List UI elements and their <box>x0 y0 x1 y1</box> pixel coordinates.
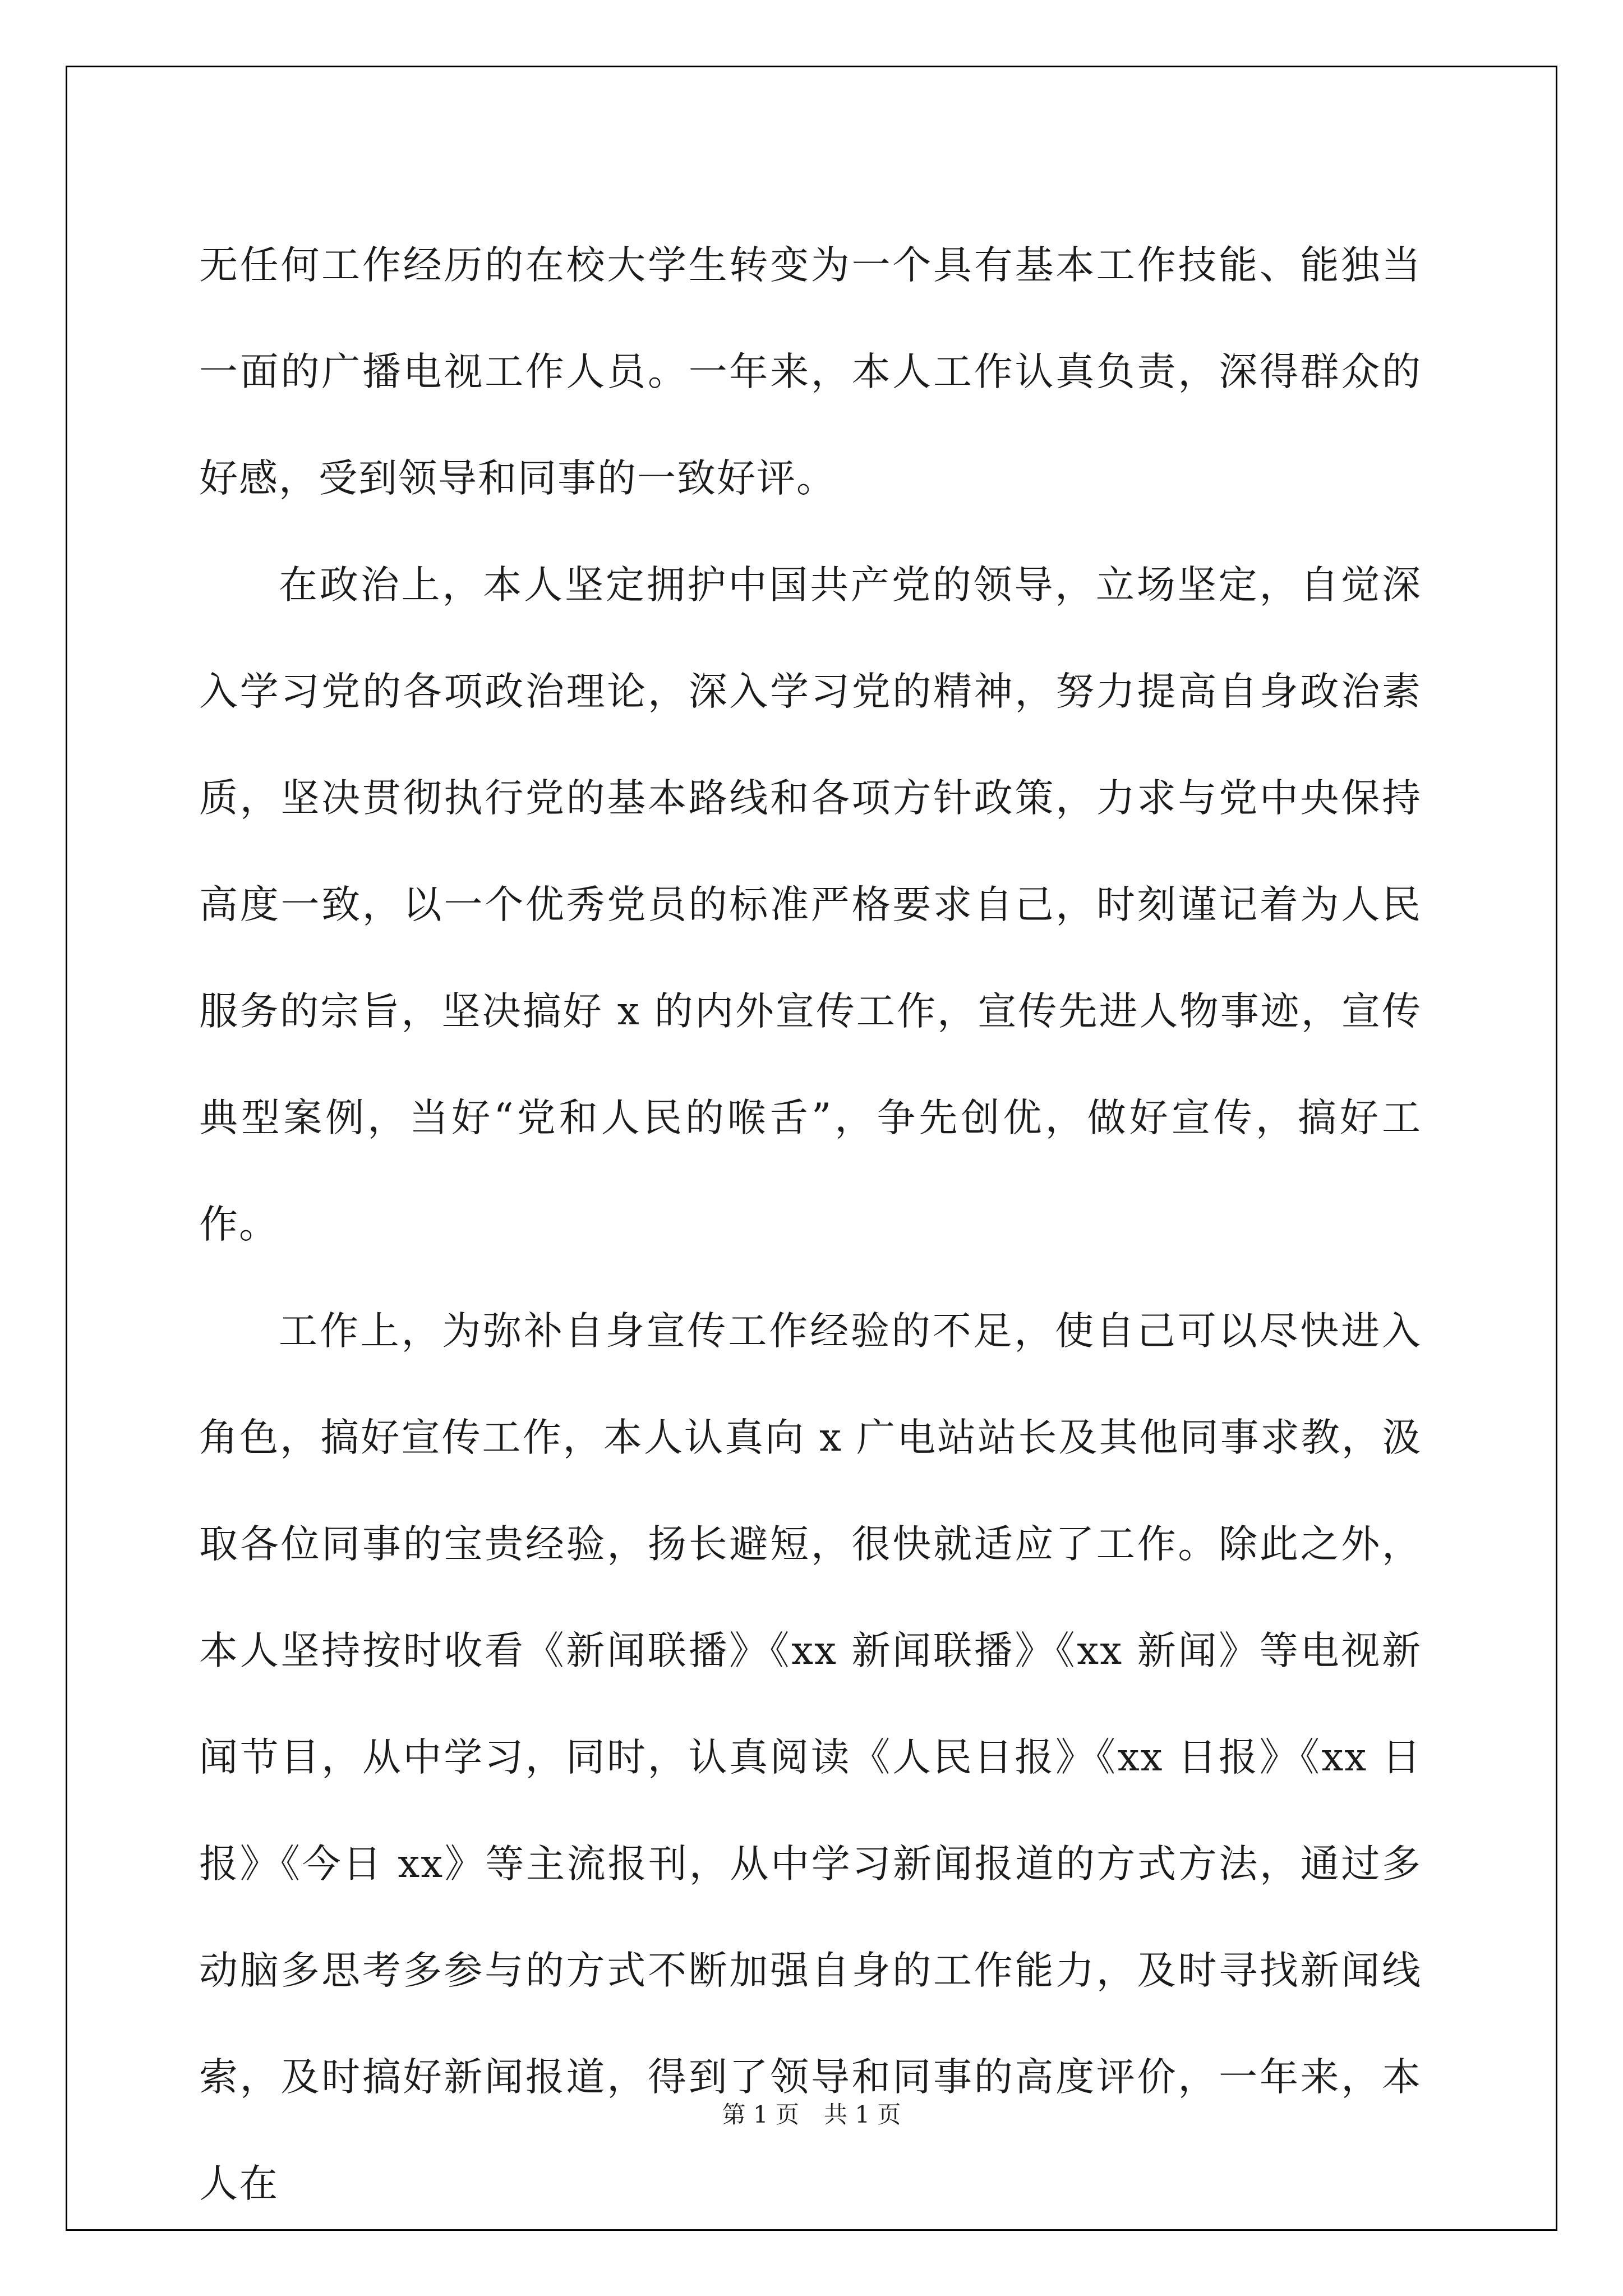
paragraph-2: 在政治上，本人坚定拥护中国共产党的领导，立场坚定，自觉深入学习党的各项政治理论，深入学习党的精神，努力提高自身政治素质，坚决贯彻执行党的基本路线和各项方针政策，力求与党中央保持高度一致，以一个优秀党员的标准严格要求自己，时刻谨记着为人民服务的宗旨，坚决搞好 x 的内外宣传工作，宣传先进人物事迹，宣传典型案例，当好“党和人民的喉舌”，争先创优，做好宣传，搞好工作。 <box>199 563 1422 1247</box>
page-footer <box>0 2096 1623 2130</box>
paragraph-3: 工作上，为弥补自身宣传工作经验的不足，使自己可以尽快进入角色，搞好宣传工作，本人认真向 x 广电站站长及其他同事求教，汲取各位同事的宝贵经验，扬长避短，很快就适应了工作。除此之外，本人坚持按时收看《新闻联播》《xx 新闻联播》《xx 新闻》等电视新闻节目，从中学习，同时，认真阅读《人民日报》《xx 日报》《xx 日报》《今日 xx》等主流报刊，从中学习新闻报道的方式方法，通过多动脑多思考多参与的方式不断加强自身的工作能力，及时寻找新闻线索，及时搞好新闻报道，得到了领导和同事的高度评价，一年来，本人在 <box>199 1309 1422 2206</box>
page-total: 共 1 页 <box>824 2101 901 2128</box>
paragraph-1: 无任何工作经历的在校大学生转变为一个具有基本工作技能、能独当一面的广播电视工作人员。一年来，本人工作认真负责，深得群众的好感，受到领导和同事的一致好评。 <box>199 243 1422 501</box>
page-number: 第 1 页 <box>722 2101 799 2128</box>
document-body <box>199 212 1422 2237</box>
